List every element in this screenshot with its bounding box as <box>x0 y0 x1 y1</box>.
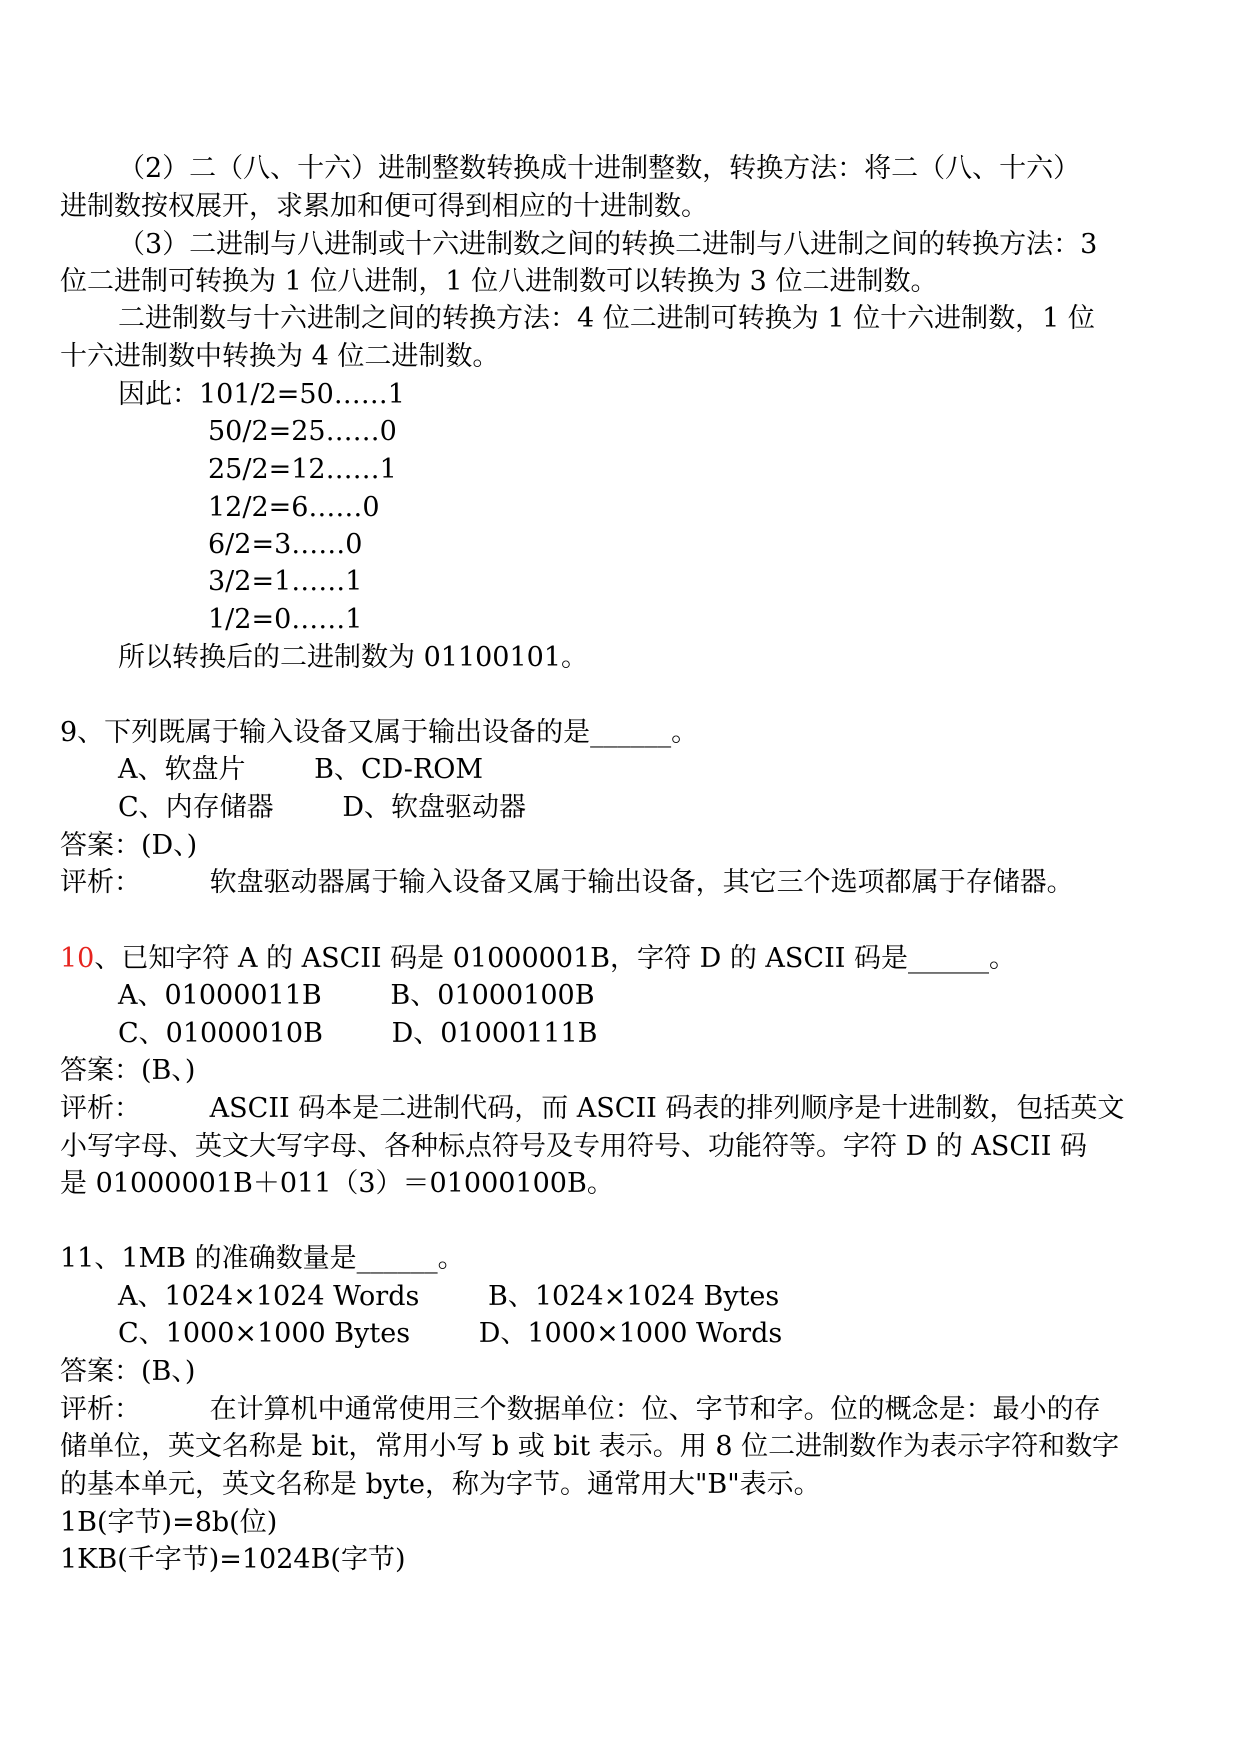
option-line: A、01000011B B、01000100B <box>118 980 595 1011</box>
calculation-line: 50/2=25……0 <box>208 416 397 447</box>
paragraph-line: 十六进制数中转换为 4 位二进制数。 <box>60 341 500 372</box>
option-line: A、1024×1024 Words B、1024×1024 Bytes <box>118 1281 780 1312</box>
analysis-line: 评析： 在计算机中通常使用三个数据单位：位、字节和字。位的概念是：最小的存 <box>60 1394 1101 1425</box>
calculation-line: 12/2=6……0 <box>208 492 380 523</box>
paragraph-line: 二进制数与十六进制之间的转换方法：4 位二进制可转换为 1 位十六进制数，1 位 <box>118 303 1095 334</box>
paragraph-line: 位二进制可转换为 1 位八进制，1 位八进制数可以转换为 3 位二进制数。 <box>60 266 938 297</box>
question-text: 、已知字符 A 的 ASCII 码是 01000001B，字符 D 的 ASCII 码是______。 <box>94 943 1016 974</box>
analysis-line: 评析： ASCII 码本是二进制代码，而 ASCII 码表的排列顺序是十进制数，包括英文 <box>60 1093 1125 1124</box>
calculation-line: 3/2=1……1 <box>208 566 363 597</box>
analysis-line: 评析： 软盘驱动器属于输入设备又属于输出设备，其它三个选项都属于存储器。 <box>60 867 1074 898</box>
option-line: A、软盘片 B、CD-ROM <box>118 754 484 785</box>
calculation-line: 25/2=12……1 <box>208 454 397 485</box>
question-line <box>60 940 1016 977</box>
question-line: 9、下列既属于输入设备又属于输出设备的是______。 <box>60 717 699 748</box>
option-line: C、内存储器 D、软盘驱动器 <box>118 792 526 823</box>
formula-line: 1KB(千字节)=1024B(字节) <box>60 1544 406 1575</box>
option-line: C、1000×1000 Bytes D、1000×1000 Words <box>118 1318 783 1349</box>
paragraph-line: （3）二进制与八进制或十六进制数之间的转换二进制与八进制之间的转换方法：3 <box>118 229 1098 260</box>
calculation-line: 6/2=3……0 <box>208 529 363 560</box>
answer-line: 答案：(B、) <box>60 1055 196 1086</box>
option-line: C、01000010B D、01000111B <box>118 1018 598 1049</box>
answer-line: 答案：(B、) <box>60 1356 196 1387</box>
paragraph-line: 进制数按权展开，求累加和便可得到相应的十进制数。 <box>60 191 708 222</box>
question-line: 11、1MB 的准确数量是______。 <box>60 1243 465 1274</box>
calculation-line: 因此：101/2=50……1 <box>118 379 405 410</box>
question-number: 10 <box>60 943 95 974</box>
paragraph-line: 所以转换后的二进制数为 01100101。 <box>118 642 589 673</box>
analysis-line: 小写字母、英文大写字母、各种标点符号及专用符号、功能符等。字符 D 的 ASCII 码 <box>60 1131 1087 1162</box>
formula-line: 1B(字节)=8b(位) <box>60 1507 278 1538</box>
analysis-line: 是 01000001B＋011（3）＝01000100B。 <box>60 1168 614 1199</box>
calculation-line: 1/2=0……1 <box>208 604 363 635</box>
analysis-line: 的基本单元，英文名称是 byte，称为字节。通常用大"B"表示。 <box>60 1469 821 1500</box>
analysis-line: 储单位，英文名称是 bit，常用小写 b 或 bit 表示。用 8 位二进制数作为表示字符和数字 <box>60 1431 1120 1462</box>
paragraph-line: （2）二（八、十六）进制整数转换成十进制整数，转换方法：将二（八、十六） <box>118 153 1081 184</box>
answer-line: 答案：(D、) <box>60 830 198 861</box>
